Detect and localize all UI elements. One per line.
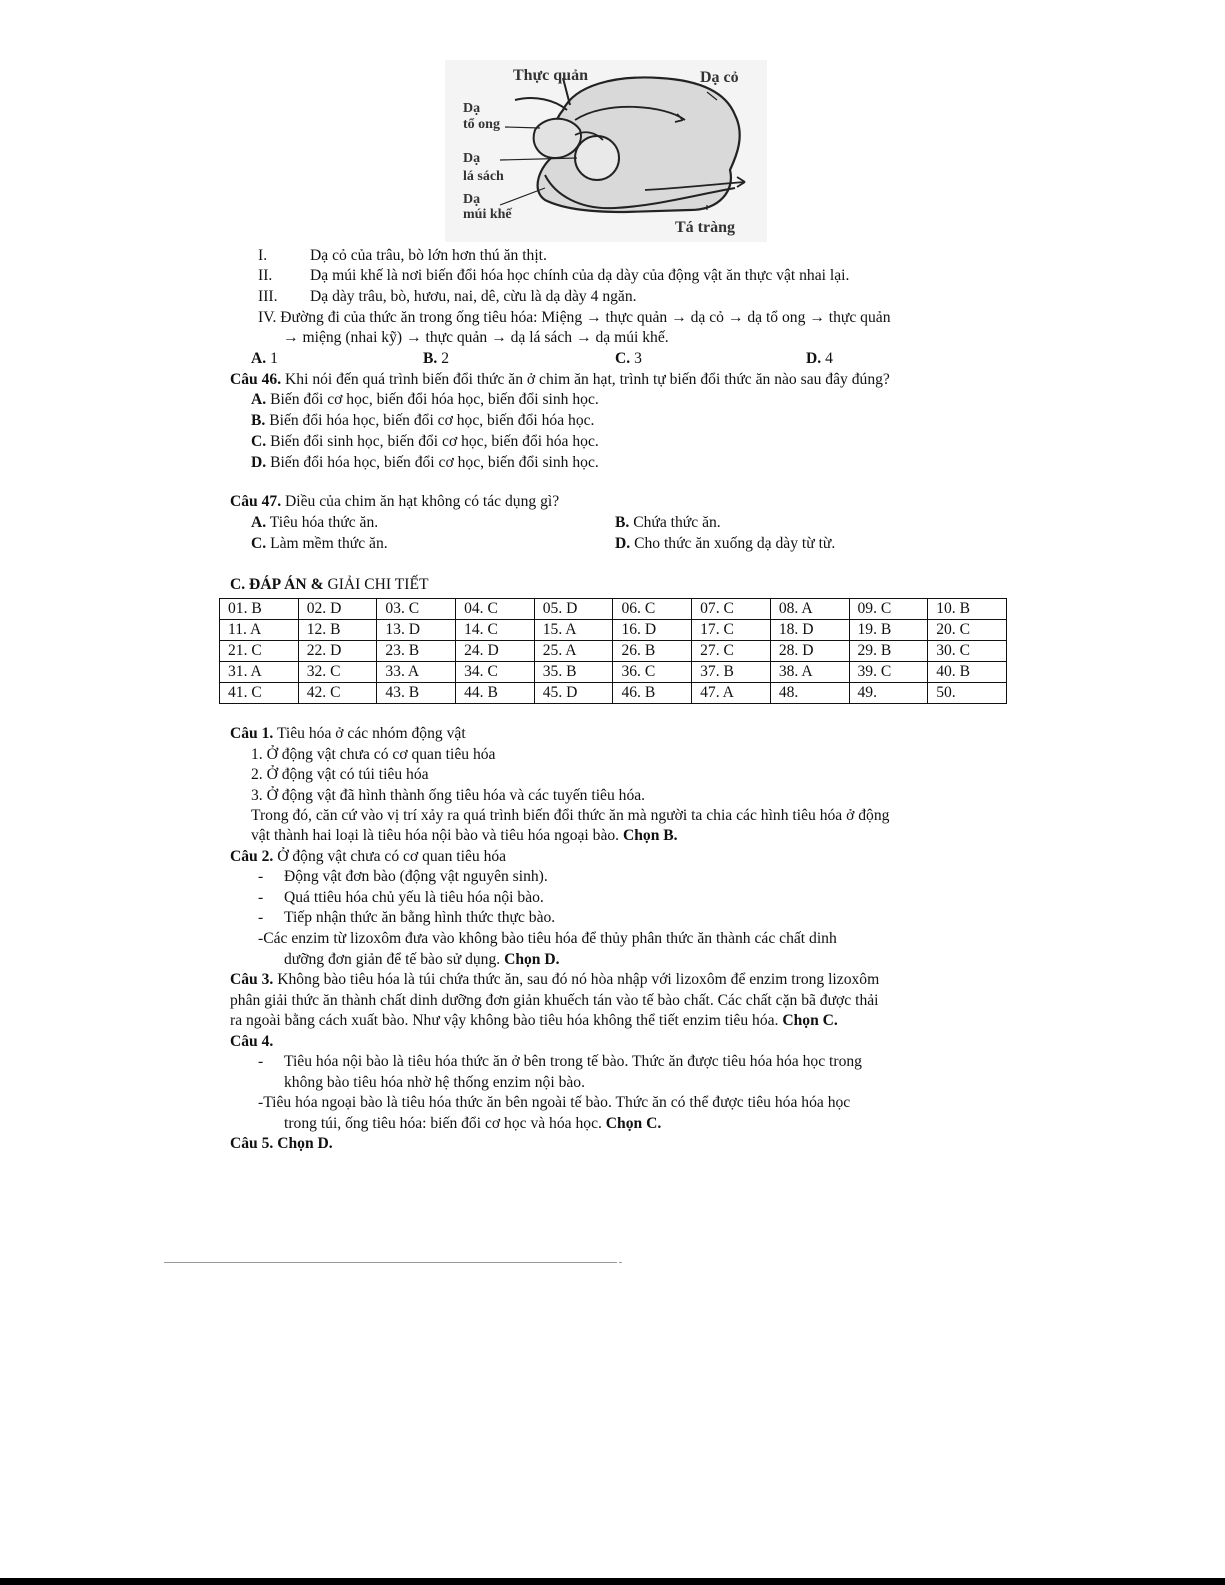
answer-cell: 36. C <box>613 662 692 683</box>
answer-cell: 11. A <box>220 620 299 641</box>
option-text: Biến đổi cơ học, biến đổi hóa học, biến đổi sinh học. <box>266 391 599 408</box>
option-text: Biến đổi hóa học, biến đổi cơ học, biến đổi hóa học. <box>265 412 595 429</box>
label-thuc-quan: Thực quản <box>513 67 588 84</box>
statement-number: IV. <box>258 309 277 326</box>
solution-4-item-1 <box>258 1052 862 1072</box>
answer-cell: 21. C <box>220 641 299 662</box>
solution-3-line-3 <box>230 1011 838 1031</box>
answer-cell: 02. D <box>298 599 377 620</box>
answer-cell: 31. A <box>220 662 299 683</box>
option-letter: C. <box>251 535 267 552</box>
question-47 <box>230 492 559 512</box>
item-text: Động vật đơn bào (động vật nguyên sinh). <box>284 868 548 885</box>
answer-cell: 25. A <box>534 641 613 662</box>
bullet-dash: - <box>258 909 264 926</box>
choice-label: Chọn C. <box>782 1012 838 1029</box>
item-text: Tiếp nhận thức ăn bằng hình thức thực bào. <box>284 909 556 926</box>
option-text: Biến đổi sinh học, biến đổi cơ học, biến đổi hóa học. <box>266 433 599 450</box>
answer-cell: 08. A <box>770 599 849 620</box>
answer-cell: 13. D <box>377 620 456 641</box>
heading-rest: GIẢI CHI TIẾT <box>323 576 429 593</box>
answer-cell: 49. <box>849 683 928 704</box>
answer-cell: 29. B <box>849 641 928 662</box>
q46-option-b <box>251 411 594 431</box>
solution-1 <box>230 724 466 744</box>
answer-cell: 39. C <box>849 662 928 683</box>
statement-number: III. <box>258 288 278 305</box>
answer-cell: 42. C <box>298 683 377 704</box>
choice-label: Chọn C. <box>605 1115 662 1132</box>
answer-cell: 40. B <box>928 662 1007 683</box>
answer-cell: 14. C <box>456 620 535 641</box>
answers-heading <box>230 575 429 595</box>
answer-cell: 05. D <box>534 599 613 620</box>
answer-cell: 45. D <box>534 683 613 704</box>
table-row <box>220 683 1007 704</box>
para-text: ra ngoài bằng cách xuất bào. Như vậy không bào tiêu hóa không thể tiết enzim tiêu hóa. <box>230 1012 783 1029</box>
option-text: 3 <box>630 350 642 367</box>
solution-4-item-2-cont <box>284 1114 661 1134</box>
para-text: trong túi, ống tiêu hóa: biến đổi cơ học và hóa học. <box>284 1115 606 1132</box>
answer-cell: 30. C <box>928 641 1007 662</box>
question-label: Câu 46. <box>230 371 282 388</box>
q45-option-a <box>251 349 278 369</box>
label-da-mui-khe-1: Dạ <box>463 192 481 207</box>
option-letter: C. <box>251 433 267 450</box>
option-letter: B. <box>423 350 438 367</box>
solution-1-para-2 <box>251 826 678 846</box>
answer-cell: 19. B <box>849 620 928 641</box>
option-letter: C. <box>615 350 631 367</box>
option-text: 2 <box>437 350 450 367</box>
answer-cell: 34. C <box>456 662 535 683</box>
q47-option-d <box>615 534 835 554</box>
q46-option-a <box>251 390 599 410</box>
q46-option-c <box>251 432 599 452</box>
statement-4-continued: → miệng (nhai kỹ) → thực quản → dạ lá sách → dạ múi khế. <box>283 329 669 346</box>
label-da-mui-khe-2: múi khế <box>463 207 512 222</box>
footnote-separator <box>164 1262 614 1263</box>
option-letter: A. <box>251 350 267 367</box>
answer-cell: 41. C <box>220 683 299 704</box>
solution-text: Ở động vật chưa có cơ quan tiêu hóa <box>273 848 507 865</box>
answer-cell: 20. C <box>928 620 1007 641</box>
table-row <box>220 599 1007 620</box>
option-letter: B. <box>615 514 630 531</box>
option-text: 1 <box>266 350 278 367</box>
answer-cell: 46. B <box>613 683 692 704</box>
solution-2-last-2 <box>284 950 560 970</box>
answer-cell: 17. C <box>692 620 771 641</box>
table-row <box>220 620 1007 641</box>
label-da-to-ong-1: Dạ <box>463 101 481 116</box>
label-ta-trang: Tá tràng <box>675 219 735 236</box>
solution-2-item-2 <box>258 888 544 908</box>
page-bottom-bar <box>0 1578 1225 1585</box>
statement-text: Dạ múi khế là nơi biến đổi hóa học chính của dạ dày của động vật ăn thực vật nhai lại. <box>310 267 850 284</box>
choice-label: Chọn B. <box>622 827 678 844</box>
question-46 <box>230 370 890 390</box>
option-text: Tiêu hóa thức ăn. <box>266 514 379 531</box>
answer-cell: 47. A <box>692 683 771 704</box>
bullet-dash: - <box>258 1053 264 1070</box>
answer-cell: 15. A <box>534 620 613 641</box>
statement-text: Dạ cỏ của trâu, bò lớn hơn thú ăn thịt. <box>310 247 547 264</box>
option-letter: D. <box>806 350 822 367</box>
ruminant-stomach-diagram <box>445 60 767 242</box>
answer-cell: 22. D <box>298 641 377 662</box>
solution-label: Câu 3. <box>230 971 274 988</box>
solution-1-item-1: 1. Ở động vật chưa có cơ quan tiêu hóa <box>251 746 496 763</box>
label-da-la-sach-2: lá sách <box>463 169 504 184</box>
option-letter: A. <box>251 391 267 408</box>
table-row <box>220 662 1007 683</box>
solution-1-item-3: 3. Ở động vật đã hình thành ống tiêu hóa và các tuyến tiêu hóa. <box>251 787 646 804</box>
statement-number: II. <box>258 267 273 284</box>
label-da-la-sach-1: Dạ <box>463 151 481 166</box>
answer-cell: 38. A <box>770 662 849 683</box>
answer-cell: 32. C <box>298 662 377 683</box>
solution-1-item-2: 2. Ở động vật có túi tiêu hóa <box>251 766 429 783</box>
answer-cell: 35. B <box>534 662 613 683</box>
q45-option-d <box>806 349 833 369</box>
statement-text: Dạ dày trâu, bò, hươu, nai, dê, cừu là dạ dày 4 ngăn. <box>310 288 637 305</box>
answer-cell: 43. B <box>377 683 456 704</box>
choice-label: Chọn D. <box>504 951 560 968</box>
answer-cell: 06. C <box>613 599 692 620</box>
option-letter: D. <box>615 535 631 552</box>
solution-2-last-1: -Các enzim từ lizoxôm đưa vào không bào tiêu hóa để thủy phân thức ăn thành các chất dinh <box>258 930 837 947</box>
solution-3-line-1 <box>230 970 879 990</box>
option-letter: A. <box>251 514 267 531</box>
solution-2 <box>230 847 506 867</box>
answer-cell: 33. A <box>377 662 456 683</box>
para-text: vật thành hai loại là tiêu hóa nội bào và tiêu hóa ngoại bào. <box>251 827 623 844</box>
statement-1 <box>258 246 547 266</box>
answer-cell: 16. D <box>613 620 692 641</box>
footnote-separator-tail <box>614 1262 622 1263</box>
para-text: dưỡng đơn giản để tế bào sử dụng. <box>284 951 505 968</box>
q47-option-c <box>251 534 388 554</box>
option-letter: B. <box>251 412 266 429</box>
answer-cell: 44. B <box>456 683 535 704</box>
question-text: Khi nói đến quá trình biến đổi thức ăn ở chim ăn hạt, trình tự biến đổi thức ăn nào sau đây đúng? <box>281 371 890 388</box>
q47-option-b <box>615 513 721 533</box>
answer-cell: 07. C <box>692 599 771 620</box>
answer-cell: 12. B <box>298 620 377 641</box>
solution-4-item-2: -Tiêu hóa ngoại bào là tiêu hóa thức ăn bên ngoài tế bào. Thức ăn có thể được tiêu hóa hóa học <box>258 1094 851 1111</box>
bullet-dash: - <box>258 868 264 885</box>
q45-option-c <box>615 349 642 369</box>
solution-5: Câu 5. Chọn D. <box>230 1135 333 1152</box>
answer-cell: 28. D <box>770 641 849 662</box>
bullet-dash: - <box>258 889 264 906</box>
statement-text: Đường đi của thức ăn trong ống tiêu hóa: Miệng → thực quản → dạ cỏ → dạ tổ ong → thực quản <box>280 309 891 326</box>
label-da-to-ong-2: tổ ong <box>463 117 500 132</box>
answer-table-body <box>220 599 1007 704</box>
answer-cell: 04. C <box>456 599 535 620</box>
answer-cell: 48. <box>770 683 849 704</box>
heading-bold: C. ĐÁP ÁN & <box>230 576 324 593</box>
answer-cell: 26. B <box>613 641 692 662</box>
solution-text: Không bào tiêu hóa là túi chứa thức ăn, sau đó nó hòa nhập với lizoxôm để enzim trong lizoxôm <box>273 971 880 988</box>
answer-cell: 01. B <box>220 599 299 620</box>
q45-option-b <box>423 349 449 369</box>
statement-2 <box>258 266 850 286</box>
item-text: Tiêu hóa nội bào là tiêu hóa thức ăn ở bên trong tế bào. Thức ăn được tiêu hóa hóa học trong <box>284 1053 862 1070</box>
q46-option-d <box>251 453 599 473</box>
option-text: 4 <box>821 350 833 367</box>
statement-3 <box>258 287 637 307</box>
solution-2-item-1 <box>258 867 548 887</box>
answer-cell: 27. C <box>692 641 771 662</box>
answer-cell: 50. <box>928 683 1007 704</box>
solution-2-item-3 <box>258 908 556 928</box>
option-text: Làm mềm thức ăn. <box>266 535 388 552</box>
option-text: Biến đổi hóa học, biến đổi cơ học, biến đổi sinh học. <box>266 454 599 471</box>
solution-label: Câu 2. <box>230 848 274 865</box>
solution-4-label: Câu 4. <box>230 1033 274 1050</box>
q47-option-a <box>251 513 378 533</box>
answer-table <box>219 598 1007 704</box>
option-letter: D. <box>251 454 267 471</box>
solution-label: Câu 1. <box>230 725 274 742</box>
solution-text: Tiêu hóa ở các nhóm động vật <box>273 725 466 742</box>
answer-cell: 18. D <box>770 620 849 641</box>
answer-cell: 03. C <box>377 599 456 620</box>
solution-3-line-2: phân giải thức ăn thành chất dinh dưỡng đơn giản khuếch tán vào tế bào chất. Các chất cặn bã được thải <box>230 992 879 1009</box>
option-text: Chứa thức ăn. <box>629 514 721 531</box>
table-row <box>220 641 1007 662</box>
statement-4 <box>258 308 891 328</box>
answer-cell: 23. B <box>377 641 456 662</box>
omasum-shape <box>575 136 619 180</box>
label-da-co: Dạ cỏ <box>700 69 739 86</box>
solution-1-para-1: Trong đó, căn cứ vào vị trí xảy ra quá trình biến đổi thức ăn mà người ta chia các hình tiêu hóa ở động <box>251 807 890 824</box>
answer-cell: 24. D <box>456 641 535 662</box>
question-label: Câu 47. <box>230 493 282 510</box>
statement-number: I. <box>258 247 268 264</box>
option-text: Cho thức ăn xuống dạ dày từ từ. <box>630 535 836 552</box>
answer-cell: 09. C <box>849 599 928 620</box>
answer-cell: 37. B <box>692 662 771 683</box>
question-text: Diều của chim ăn hạt không có tác dụng gì? <box>281 493 560 510</box>
answer-cell: 10. B <box>928 599 1007 620</box>
item-text: Quá ttiêu hóa chủ yếu là tiêu hóa nội bào. <box>284 889 544 906</box>
solution-4-item-1-cont: không bào tiêu hóa nhờ hệ thống enzim nội bào. <box>284 1074 586 1091</box>
